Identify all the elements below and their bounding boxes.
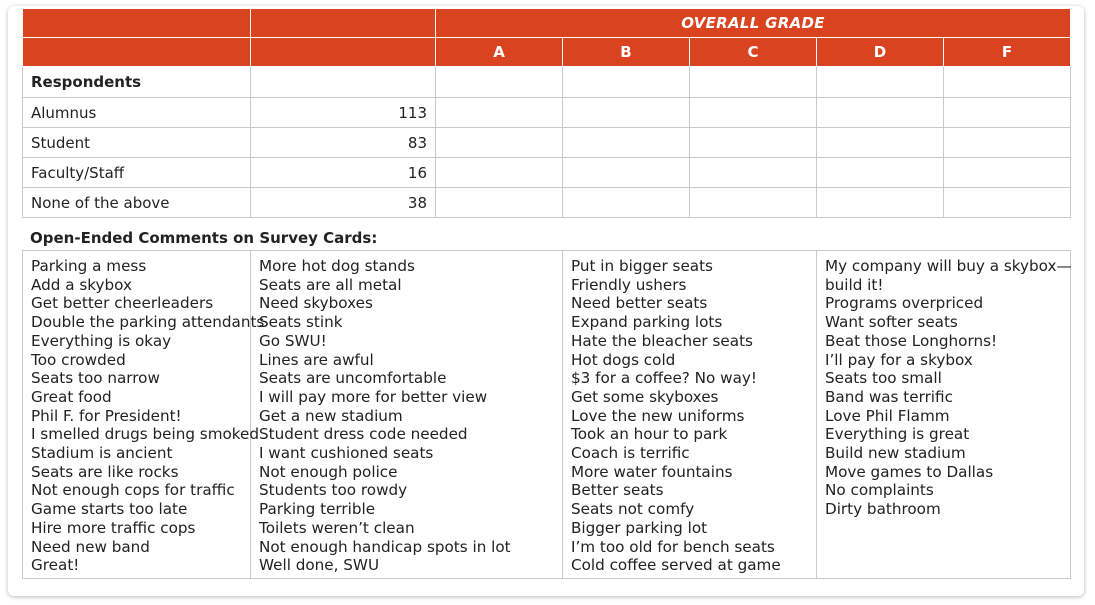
comment-line: Seats too small bbox=[825, 369, 942, 388]
grade-cell bbox=[251, 67, 436, 98]
grade-cell bbox=[944, 98, 1071, 128]
comment-line: Friendly ushers bbox=[571, 275, 687, 294]
comment-line: Seats stink bbox=[259, 313, 343, 332]
comment-line: Move games to Dallas bbox=[825, 462, 994, 481]
comment-line: Great! bbox=[31, 556, 80, 575]
respondent-count: 83 bbox=[251, 128, 436, 158]
comment-line: I want cushioned seats bbox=[259, 444, 434, 463]
comment-line: Programs overpriced bbox=[825, 294, 984, 313]
comment-line: Coach is terrific bbox=[571, 444, 690, 463]
grade-table bbox=[22, 8, 1071, 218]
grade-header-f: F bbox=[944, 38, 1071, 67]
comment-line: Dirty bathroom bbox=[825, 500, 941, 519]
grade-cell bbox=[944, 67, 1071, 98]
respondent-count: 16 bbox=[251, 158, 436, 188]
comment-line: Seats not comfy bbox=[571, 500, 695, 519]
comment-line: Expand parking lots bbox=[571, 313, 723, 332]
comment-line: Game starts too late bbox=[31, 500, 188, 519]
comment-line: No complaints bbox=[825, 481, 934, 500]
respondent-count: 113 bbox=[251, 98, 436, 128]
comment-line: Hire more traffic cops bbox=[31, 518, 196, 537]
comment-line: Band was terrific bbox=[825, 387, 953, 406]
comment-line: Took an hour to park bbox=[571, 425, 728, 444]
comment-line: I will pay more for better view bbox=[259, 387, 488, 406]
comment-line: Build new stadium bbox=[825, 444, 966, 463]
comment-line: Student dress code needed bbox=[259, 425, 468, 444]
comment-line: Love the new uniforms bbox=[571, 406, 745, 425]
grade-cell bbox=[817, 98, 944, 128]
comments-column-1 bbox=[23, 251, 265, 579]
comment-line: Parking a mess bbox=[31, 257, 147, 275]
comments-column-3 bbox=[563, 251, 817, 579]
comment-line: Hate the bleacher seats bbox=[571, 331, 753, 350]
grade-cell bbox=[436, 158, 563, 188]
respondent-label: None of the above bbox=[23, 188, 251, 218]
comment-line: Hot dogs cold bbox=[571, 350, 676, 369]
overall-grade-header: OVERALL GRADE bbox=[436, 9, 1071, 38]
table-row bbox=[23, 188, 1071, 218]
comment-line: Go SWU! bbox=[259, 331, 327, 350]
header-blank-count bbox=[251, 9, 436, 38]
comment-line: Not enough handicap spots in lot bbox=[259, 537, 511, 556]
comment-line: Beat those Longhorns! bbox=[825, 331, 998, 350]
comment-line: More water fountains bbox=[571, 462, 733, 481]
header-blank-count-2 bbox=[251, 38, 436, 67]
comment-line: Better seats bbox=[571, 481, 664, 500]
comment-line: Bigger parking lot bbox=[571, 518, 708, 537]
grade-cell bbox=[436, 128, 563, 158]
comment-line: Get better cheerleaders bbox=[31, 294, 214, 313]
comment-line: Need new band bbox=[31, 537, 150, 556]
table-row bbox=[23, 128, 1071, 158]
comments-column-4 bbox=[817, 251, 1071, 579]
comment-line: Get a new stadium bbox=[259, 406, 403, 425]
respondent-label: Student bbox=[23, 128, 251, 158]
grade-cell bbox=[944, 128, 1071, 158]
grade-cell bbox=[563, 98, 690, 128]
grade-header-c: C bbox=[690, 38, 817, 67]
comment-line: Love Phil Flamm bbox=[825, 406, 950, 425]
grade-cell bbox=[690, 98, 817, 128]
comment-line: Parking terrible bbox=[259, 500, 376, 519]
comment-line: Too crowded bbox=[31, 350, 126, 369]
comments-table bbox=[22, 250, 1071, 579]
grade-cell bbox=[690, 188, 817, 218]
grade-cell bbox=[563, 158, 690, 188]
header-row-top bbox=[23, 9, 1071, 38]
table-row bbox=[23, 158, 1071, 188]
grade-cell bbox=[436, 67, 563, 98]
comment-line: Need better seats bbox=[571, 294, 708, 313]
comment-line: Not enough cops for traffic bbox=[31, 481, 235, 500]
respondents-title: Respondents bbox=[23, 67, 251, 98]
grade-header-d: D bbox=[817, 38, 944, 67]
header-blank-label bbox=[23, 9, 251, 38]
comment-line: Not enough police bbox=[259, 462, 398, 481]
comment-line: Students too rowdy bbox=[259, 481, 408, 500]
header-row-grades bbox=[23, 38, 1071, 67]
respondent-label: Faculty/Staff bbox=[23, 158, 251, 188]
comment-line: Get some skyboxes bbox=[571, 387, 719, 406]
respondents-title-row bbox=[23, 67, 1071, 98]
comment-line: Lines are awful bbox=[259, 350, 374, 369]
comment-line: My company will buy a skybox— bbox=[825, 257, 1072, 275]
grade-cell bbox=[690, 128, 817, 158]
comments-column-2 bbox=[251, 251, 563, 579]
grade-cell bbox=[563, 128, 690, 158]
header-blank-label-2 bbox=[23, 38, 251, 67]
comment-line: Well done, SWU bbox=[259, 556, 380, 575]
comment-line: Seats are all metal bbox=[259, 275, 402, 294]
comment-line: build it! bbox=[825, 275, 884, 294]
comment-line: Put in bigger seats bbox=[571, 257, 713, 275]
grade-cell bbox=[690, 158, 817, 188]
comment-line: Seats too narrow bbox=[31, 369, 160, 388]
grade-cell bbox=[944, 188, 1071, 218]
comment-line: Everything is great bbox=[825, 425, 970, 444]
grade-cell bbox=[690, 67, 817, 98]
grade-cell bbox=[817, 158, 944, 188]
grade-cell bbox=[817, 67, 944, 98]
grade-cell bbox=[436, 188, 563, 218]
comment-line: Everything is okay bbox=[31, 331, 172, 350]
respondent-label: Alumnus bbox=[23, 98, 251, 128]
comments-row bbox=[23, 251, 1071, 579]
comment-line: Toilets weren’t clean bbox=[259, 518, 415, 537]
comments-title: Open-Ended Comments on Survey Cards: bbox=[30, 229, 378, 247]
comment-line: Double the parking attendants bbox=[31, 313, 265, 332]
comment-line: $3 for a coffee? No way! bbox=[571, 369, 757, 388]
grade-cell bbox=[817, 128, 944, 158]
comment-line: I smelled drugs being smoked bbox=[31, 425, 260, 444]
comment-line: I’m too old for bench seats bbox=[571, 537, 775, 556]
comment-line: Cold coffee served at game bbox=[571, 556, 781, 575]
comment-line: Phil F. for President! bbox=[31, 406, 182, 425]
comment-line: Great food bbox=[31, 387, 112, 406]
comment-line: Need skyboxes bbox=[259, 294, 373, 313]
comment-line: Seats are uncomfortable bbox=[259, 369, 447, 388]
grade-cell bbox=[436, 98, 563, 128]
grade-header-b: B bbox=[563, 38, 690, 67]
comment-line: Want softer seats bbox=[825, 313, 958, 332]
grade-cell bbox=[563, 188, 690, 218]
grade-cell bbox=[817, 188, 944, 218]
comment-line: Stadium is ancient bbox=[31, 444, 173, 463]
comment-line: Seats are like rocks bbox=[31, 462, 179, 481]
grade-cell bbox=[563, 67, 690, 98]
respondent-count: 38 bbox=[251, 188, 436, 218]
comment-line: I’ll pay for a skybox bbox=[825, 350, 973, 369]
grade-cell bbox=[944, 158, 1071, 188]
comment-line: More hot dog stands bbox=[259, 257, 415, 275]
comment-line: Add a skybox bbox=[31, 275, 132, 294]
grade-header-a: A bbox=[436, 38, 563, 67]
table-row bbox=[23, 98, 1071, 128]
